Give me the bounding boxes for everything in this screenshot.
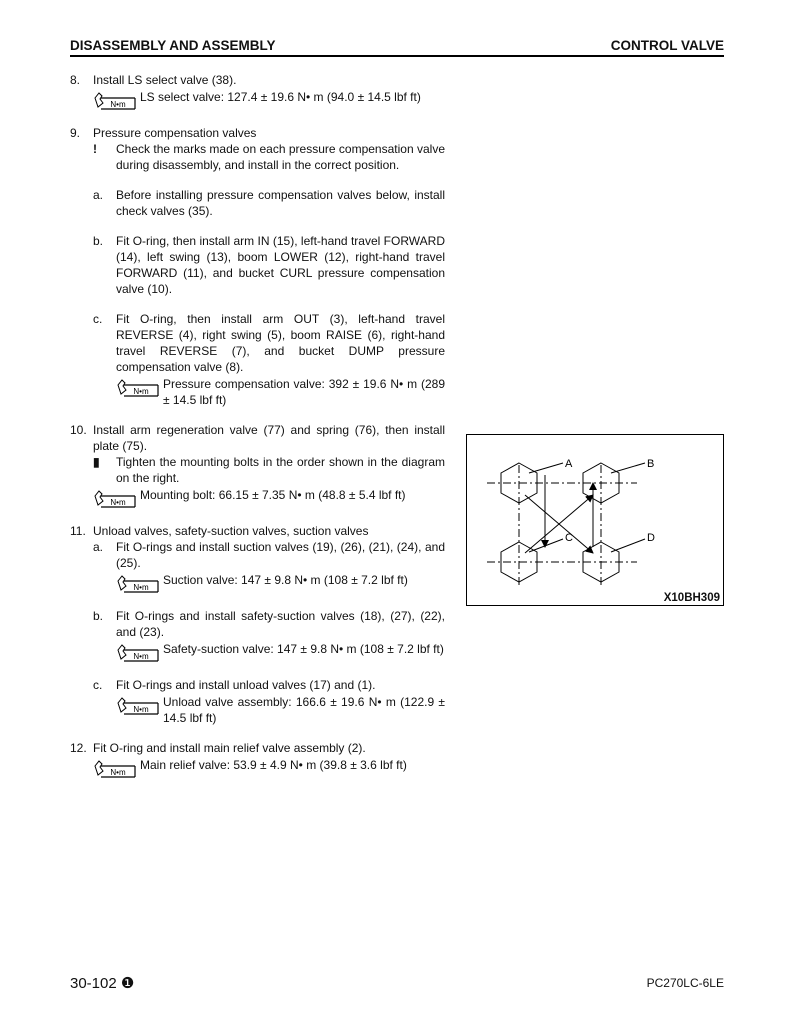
bolt-tightening-diagram xyxy=(466,434,724,606)
model-code: PC270LC-6LE xyxy=(646,976,724,990)
torque-wrench-icon xyxy=(116,641,160,665)
torque-icon-label: N•m xyxy=(133,705,149,714)
torque-spec xyxy=(93,757,445,779)
caution-icon: ! xyxy=(93,142,97,156)
substep-letter: a. xyxy=(93,188,104,202)
substep-text: Fit O-ring, then install arm OUT (3), left-hand travel REVERSE (4), right swing (5), boom RAISE (6), right-hand travel REVERSE (7), and bucket DUMP pressure compensation valve (8). xyxy=(116,312,445,374)
substep-text: Fit O-ring, then install arm IN (15), left-hand travel FORWARD (14), left swing (13), boom LOWER (12), right-hand travel FORWARD (11), and bucket CURL pressure compensation valve (10). xyxy=(116,234,445,296)
torque-spec xyxy=(116,376,445,408)
diagram-label: C xyxy=(565,532,573,544)
note-text: Check the marks made on each pressure compensation valve during disassembly, and install in the correct position. xyxy=(116,142,445,172)
caution-note xyxy=(93,141,445,173)
substep-text: Fit O-rings and install suction valves (19), (26), (21), (24), and (25). xyxy=(116,540,445,570)
page-number-text: 30-102 xyxy=(70,975,117,992)
step-text: Install LS select valve (38). xyxy=(93,73,237,87)
torque-text: Main relief valve: 53.9 ± 4.9 N• m (39.8 ± 3.6 lbf ft) xyxy=(140,758,407,772)
torque-text: Unload valve assembly: 166.6 ± 19.6 N• m (122.9 ± 14.5 lbf ft) xyxy=(163,695,445,725)
torque-wrench-icon xyxy=(116,572,160,596)
page-number xyxy=(70,974,134,992)
page-header xyxy=(70,38,724,57)
torque-wrench-icon xyxy=(93,757,137,781)
torque-wrench-icon xyxy=(93,487,137,511)
torque-icon-label: N•m xyxy=(110,768,126,777)
torque-icon-label: N•m xyxy=(110,498,126,507)
page-footer xyxy=(70,974,724,994)
chapter-title: CONTROL VALVE xyxy=(610,38,724,53)
step-11a xyxy=(93,539,445,594)
substep-letter: b. xyxy=(93,234,104,248)
torque-wrench-icon xyxy=(116,376,160,400)
diagram-label: B xyxy=(647,458,655,470)
torque-text: Pressure compensation valve: 392 ± 19.6 N• m (289 ± 14.5 lbf ft) xyxy=(163,377,445,407)
torque-text: LS select valve: 127.4 ± 19.6 N• m (94.0 ± 14.5 lbf ft) xyxy=(140,90,421,104)
step-9 xyxy=(70,125,445,408)
important-icon: ▮ xyxy=(93,455,100,469)
torque-text: Suction valve: 147 ± 9.8 N• m (108 ± 7.2 lbf ft) xyxy=(163,573,408,587)
section-title: DISASSEMBLY AND ASSEMBLY xyxy=(70,38,276,53)
important-note xyxy=(93,454,445,486)
substep-text: Fit O-rings and install unload valves (17) and (1). xyxy=(116,678,376,692)
torque-icon-label: N•m xyxy=(133,387,149,396)
torque-spec xyxy=(116,694,445,726)
diagram-label: D xyxy=(647,532,655,544)
step-number: 11. xyxy=(70,524,86,538)
torque-spec xyxy=(116,572,445,594)
bolt-order-figure xyxy=(467,435,723,605)
figure-code: X10BH309 xyxy=(663,592,720,604)
substep-text: Fit O-rings and install safety-suction valves (18), (27), (22), and (23). xyxy=(116,609,445,639)
substep-letter: a. xyxy=(93,540,104,554)
step-text: Unload valves, safety-suction valves, suction valves xyxy=(93,524,369,538)
torque-spec xyxy=(93,487,445,509)
torque-spec xyxy=(93,89,445,111)
torque-wrench-icon xyxy=(116,694,160,718)
step-text: Pressure compensation valves xyxy=(93,126,257,140)
torque-icon-label: N•m xyxy=(133,583,149,592)
torque-text: Mounting bolt: 66.15 ± 7.35 N• m (48.8 ± 5.4 lbf ft) xyxy=(140,488,406,502)
step-number: 10. xyxy=(70,423,87,437)
substep-text: Before installing pressure compensation valves below, install check valves (35). xyxy=(116,188,445,218)
procedure-content xyxy=(70,72,445,793)
diagram-label: A xyxy=(565,458,573,470)
note-text: Tighten the mounting bolts in the order shown in the diagram on the right. xyxy=(116,455,445,485)
step-number: 8. xyxy=(70,73,81,87)
step-9b xyxy=(93,233,445,297)
torque-icon-label: N•m xyxy=(133,652,149,661)
step-11 xyxy=(70,523,445,726)
step-12 xyxy=(70,740,445,779)
step-number: 12. xyxy=(70,741,87,755)
torque-wrench-icon xyxy=(93,89,137,113)
substep-letter: c. xyxy=(93,678,103,692)
torque-spec xyxy=(116,641,445,663)
step-text: Fit O-ring and install main relief valve assembly (2). xyxy=(93,741,366,755)
torque-text: Safety-suction valve: 147 ± 9.8 N• m (108 ± 7.2 lbf ft) xyxy=(163,642,444,656)
step-text: Install arm regeneration valve (77) and spring (76), then install plate (75). xyxy=(93,423,445,453)
info-icon: ❶ xyxy=(120,975,135,992)
step-8 xyxy=(70,72,445,111)
substep-letter: b. xyxy=(93,609,104,623)
step-11c xyxy=(93,677,445,726)
step-number: 9. xyxy=(70,126,81,140)
step-10 xyxy=(70,422,445,509)
step-9a xyxy=(93,187,445,219)
substep-letter: c. xyxy=(93,312,103,326)
step-11b xyxy=(93,608,445,663)
torque-icon-label: N•m xyxy=(110,100,126,109)
step-9c xyxy=(93,311,445,408)
